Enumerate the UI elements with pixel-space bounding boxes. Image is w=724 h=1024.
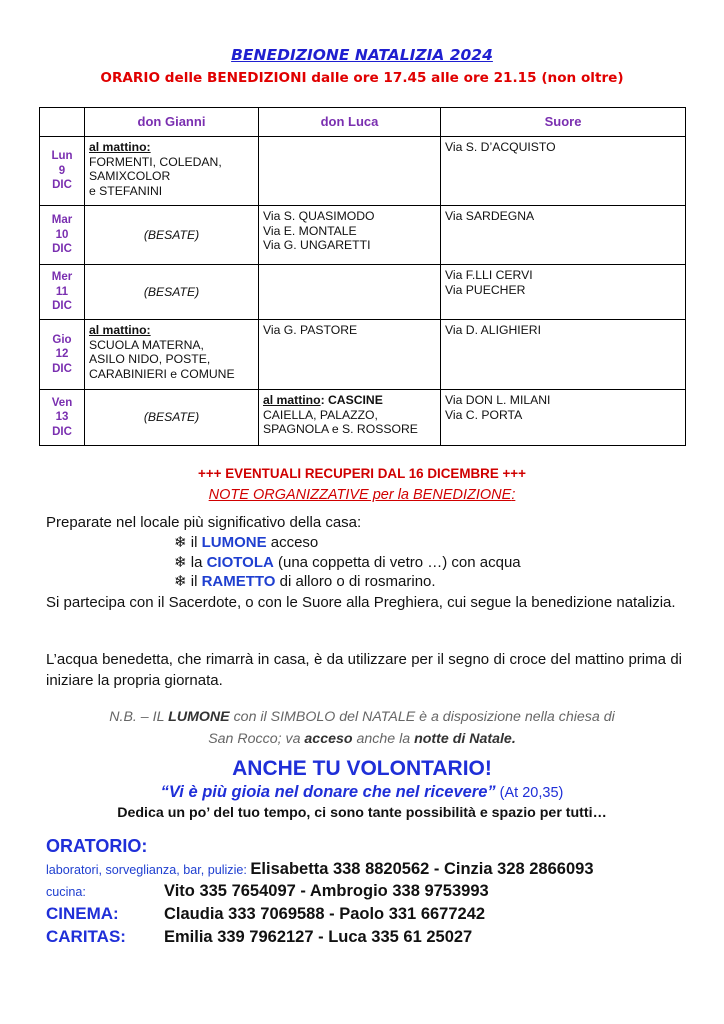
day-cell: Mar 10 DIC — [40, 206, 85, 265]
note-title: NOTE ORGANIZZATIVE per la BENEDIZIONE: — [208, 487, 516, 503]
schedule-table — [39, 107, 686, 446]
contact-row: laboratori, sorveglianza, bar, pulizie: Elisabetta 338 8820562 - Cinzia 328 2866093 — [46, 860, 594, 878]
al-mattino-label: al mattino: — [89, 140, 151, 154]
contact-row: CINEMA: Claudia 333 7069588 - Paolo 331 6677242 — [46, 904, 486, 923]
day-cell: Gio 12 DIC — [40, 320, 85, 390]
prepare-text: Preparate nel locale più significativo della casa: — [46, 514, 362, 531]
table-row — [40, 265, 686, 320]
page-subtitle: ORARIO delle BENEDIZIONI dalle ore 17.45 alle ore 21.15 (non oltre) — [100, 70, 624, 86]
suore-cell: Via SARDEGNA — [441, 206, 686, 265]
list-item: ❄ il LUMONE acceso — [174, 534, 319, 551]
luca-cell — [259, 265, 441, 320]
gianni-cell: (BESATE) — [85, 265, 259, 320]
al-mattino-label: al mattino: — [89, 323, 151, 337]
al-mattino-label: al mattino — [263, 393, 321, 407]
header-luca: don Luca — [259, 108, 441, 137]
recuperi-notice: +++ EVENTUALI RECUPERI DAL 16 DICEMBRE +++ — [198, 466, 526, 481]
page-title: BENEDIZIONE NATALIZIA 2024 — [231, 46, 493, 64]
luca-cell: Via S. QUASIMODO Via E. MONTALE Via G. UNGARETTI — [259, 206, 441, 265]
gianni-cell: al mattino: FORMENTI, COLEDAN, SAMIXCOLOR e STEFANINI — [85, 137, 259, 206]
gianni-cell: (BESATE) — [85, 390, 259, 446]
table-row — [40, 137, 686, 206]
dedica-text: Dedica un po’ del tuo tempo, ci sono tante possibilità e spazio per tutti… — [117, 805, 607, 821]
table-header-row — [40, 108, 686, 137]
gianni-cell: al mattino: SCUOLA MATERNA, ASILO NIDO, POSTE, CARABINIERI e COMUNE — [85, 320, 259, 390]
suore-cell: Via D. ALIGHIERI — [441, 320, 686, 390]
oratorio-heading: ORATORIO: — [46, 836, 148, 856]
luca-cell: Via G. PASTORE — [259, 320, 441, 390]
header-empty — [40, 108, 85, 137]
suore-cell: Via DON L. MILANI Via C. PORTA — [441, 390, 686, 446]
luca-cell: al mattino: CASCINE CAIELLA, PALAZZO, SPAGNOLA e S. ROSSORE — [259, 390, 441, 446]
gianni-cell: (BESATE) — [85, 206, 259, 265]
list-item: ❄ il RAMETTO di alloro o di rosmarino. — [174, 573, 436, 590]
table-row — [40, 320, 686, 390]
paragraph-partecipa: Si partecipa con il Sacerdote, o con le Suore alla Preghiera, cui segue la benedizione natalizia. — [46, 594, 676, 611]
paragraph-acqua: L’acqua benedetta, che rimarrà in casa, è da utilizzare per il segno di croce del mattino prima di iniziare la propria giornata. — [46, 651, 682, 689]
contact-row: CARITAS: Emilia 339 7962127 - Luca 335 61 25027 — [46, 927, 473, 946]
table-row — [40, 206, 686, 265]
day-cell: Mer 11 DIC — [40, 265, 85, 320]
day-cell: Ven 13 DIC — [40, 390, 85, 446]
snowflake-icon: ❄ — [174, 573, 187, 590]
table-row — [40, 390, 686, 446]
quote: “Vi è più gioia nel donare che nel ricevere” (At 20,35) — [160, 783, 564, 801]
suore-cell: Via S. D’ACQUISTO — [441, 137, 686, 206]
suore-cell: Via F.LLI CERVI Via PUECHER — [441, 265, 686, 320]
list-item: ❄ la CIOTOLA (una coppetta di vetro …) con acqua — [174, 554, 521, 571]
header-gianni: don Gianni — [85, 108, 259, 137]
snowflake-icon: ❄ — [174, 534, 187, 551]
luca-cell — [259, 137, 441, 206]
contact-row: cucina: Vito 335 7654097 - Ambrogio 338 9753993 — [46, 882, 489, 900]
volunteer-heading: ANCHE TU VOLONTARIO! — [232, 757, 492, 780]
header-suore: Suore — [441, 108, 686, 137]
nb-note: N.B. – IL LUMONE con il SIMBOLO del NATALE è a disposizione nella chiesa di San Rocco; va acceso anche la notte di Natale. — [109, 709, 615, 747]
day-cell: Lun 9 DIC — [40, 137, 85, 206]
snowflake-icon: ❄ — [174, 554, 187, 571]
